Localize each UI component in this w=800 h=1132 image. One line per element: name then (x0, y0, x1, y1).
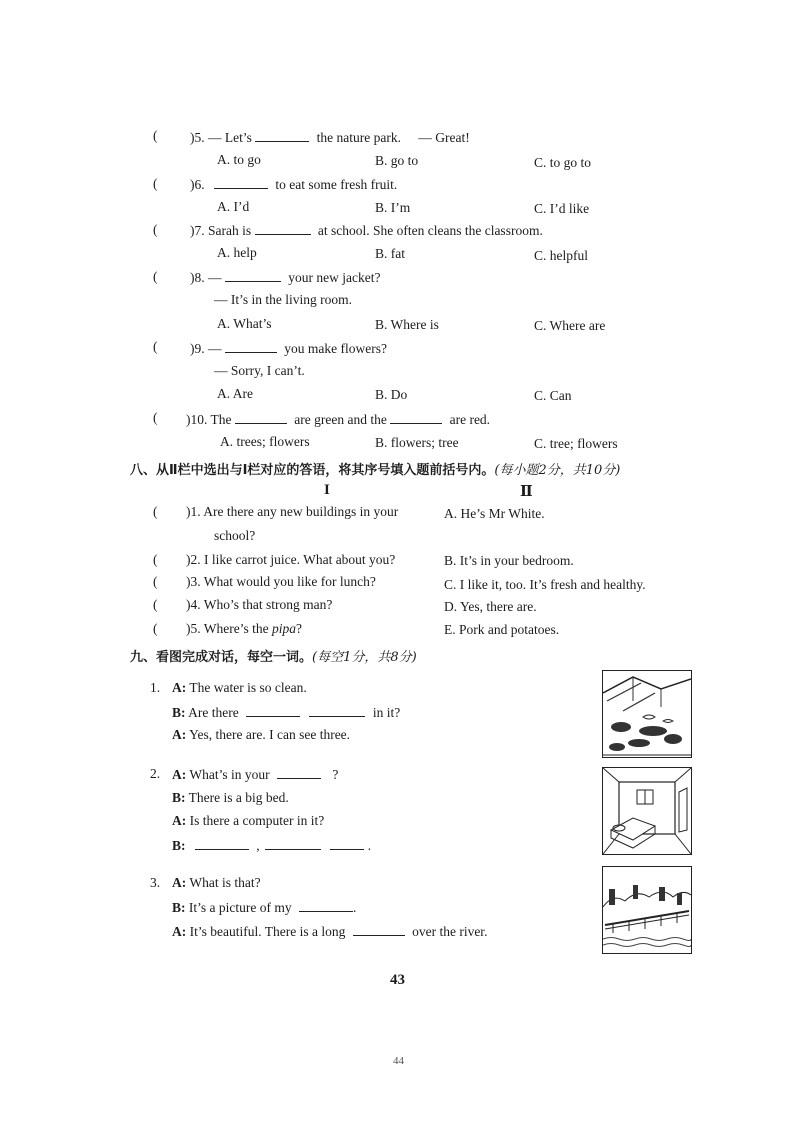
option-a: A. trees; flowers (220, 434, 310, 449)
answer-blank[interactable] (195, 837, 249, 850)
option-c: C. Can (534, 388, 572, 403)
answer-blank[interactable] (235, 411, 287, 424)
dialog-2-line-1: A: What’s in your ? (172, 767, 339, 782)
answer-paren: ( (153, 128, 158, 143)
answer-blank[interactable] (225, 269, 281, 282)
sheet-number: 44 (393, 1055, 404, 1067)
option-b: B. I’m (375, 200, 411, 215)
answer-paren: ( (153, 410, 158, 425)
answer-blank[interactable] (246, 704, 300, 717)
answer-paren: ( (153, 339, 158, 354)
answer-blank[interactable] (277, 766, 321, 779)
dialog-2-line-2: B: There is a big bed. (172, 790, 289, 805)
printed-page-number: 43 (390, 972, 405, 988)
option-b: B. Where is (375, 317, 439, 332)
question-6-stem: )6. to eat some fresh fruit. (190, 177, 398, 192)
option-a: A. I’d (217, 199, 250, 214)
answer-paren: ( (153, 222, 158, 237)
question-7-stem: )7. Sarah is at school. She often cleans the classroom. (190, 223, 543, 238)
dialog-1-line-3: A: Yes, there are. I can see three. (172, 727, 351, 742)
dialog-1-number: 1. (150, 680, 161, 695)
match-answer-c: C. I like it, too. It’s fresh and healthy. (444, 577, 646, 592)
answer-blank[interactable] (265, 837, 321, 850)
question-9-stem: )9. — you make flowers? (190, 341, 387, 356)
answer-blank[interactable] (309, 704, 365, 717)
column-2-header: Ⅱ (520, 484, 533, 500)
answer-blank[interactable] (390, 411, 442, 424)
answer-paren: ( (153, 504, 158, 519)
dialog-1-line-2: B: Are there in it? (172, 705, 401, 720)
match-answer-a: A. He’s Mr White. (444, 506, 545, 521)
match-answer-d: D. Yes, there are. (444, 599, 537, 614)
answer-blank[interactable] (353, 923, 405, 936)
match-answer-b: B. It’s in your bedroom. (444, 553, 574, 568)
pond-fish-picture (602, 670, 692, 758)
match-answer-e: E. Pork and potatoes. (444, 622, 560, 637)
answer-blank[interactable] (225, 340, 277, 353)
section-8-heading: 八、从Ⅱ栏中选出与Ⅰ栏对应的答语，将其序号填入题前括号内。(每小题2分，共10分) (130, 463, 621, 478)
answer-blank[interactable] (330, 837, 364, 850)
column-1-header: I (324, 482, 330, 498)
answer-paren: ( (153, 176, 158, 191)
option-b: B. fat (375, 246, 405, 261)
answer-blank[interactable] (255, 129, 309, 142)
answer-paren: ( (153, 552, 158, 567)
match-question-4: )4. Who’s that strong man? (186, 597, 333, 612)
dialog-1-line-1: A: The water is so clean. (172, 680, 307, 695)
question-5-stem: )5. — Let’s the nature park. — Great! (190, 130, 470, 145)
match-question-3: )3. What would you like for lunch? (186, 574, 376, 589)
answer-paren: ( (153, 621, 158, 636)
question-9-reply: — Sorry, I can’t. (214, 363, 305, 378)
match-question-5: )5. Where’s the pipa? (186, 621, 302, 636)
question-8-reply: — It’s in the living room. (214, 292, 352, 307)
dialog-3-number: 3. (150, 875, 161, 890)
answer-paren: ( (153, 597, 158, 612)
match-question-1-cont: school? (214, 528, 256, 543)
option-c: C. to go to (534, 155, 592, 170)
option-b: B. Do (375, 387, 408, 402)
option-c: C. helpful (534, 248, 588, 263)
answer-blank[interactable] (214, 176, 268, 189)
section-9-heading: 九、看图完成对话，每空一词。(每空1分，共8分) (130, 650, 417, 665)
option-c: C. tree; flowers (534, 436, 618, 451)
dialog-2-number: 2. (150, 766, 161, 781)
dialog-3-line-1: A: What is that? (172, 875, 261, 890)
answer-blank[interactable] (255, 222, 311, 235)
dialog-3-line-3: A: It’s beautiful. There is a long over the river. (172, 924, 488, 939)
bridge-river-picture (602, 866, 692, 954)
option-b: B. go to (375, 153, 419, 168)
option-b: B. flowers; tree (375, 435, 459, 450)
answer-blank[interactable] (299, 899, 353, 912)
dialog-3-line-2: B: It’s a picture of my . (172, 900, 357, 915)
match-question-1: )1. Are there any new buildings in your (186, 504, 399, 519)
option-a: A. to go (217, 152, 261, 167)
question-8-stem: )8. — your new jacket? (190, 270, 381, 285)
option-c: C. Where are (534, 318, 606, 333)
option-a: A. What’s (217, 316, 272, 331)
option-a: A. help (217, 245, 257, 260)
answer-paren: ( (153, 574, 158, 589)
question-10-stem: )10. The are green and the are red. (186, 412, 491, 427)
dialog-2-line-3: A: Is there a computer in it? (172, 813, 325, 828)
dialog-2-line-4: B: , . (172, 838, 372, 853)
option-c: C. I’d like (534, 201, 590, 216)
match-question-2: )2. I like carrot juice. What about you? (186, 552, 396, 567)
option-a: A. Are (217, 386, 253, 401)
answer-paren: ( (153, 269, 158, 284)
bedroom-picture (602, 767, 692, 855)
